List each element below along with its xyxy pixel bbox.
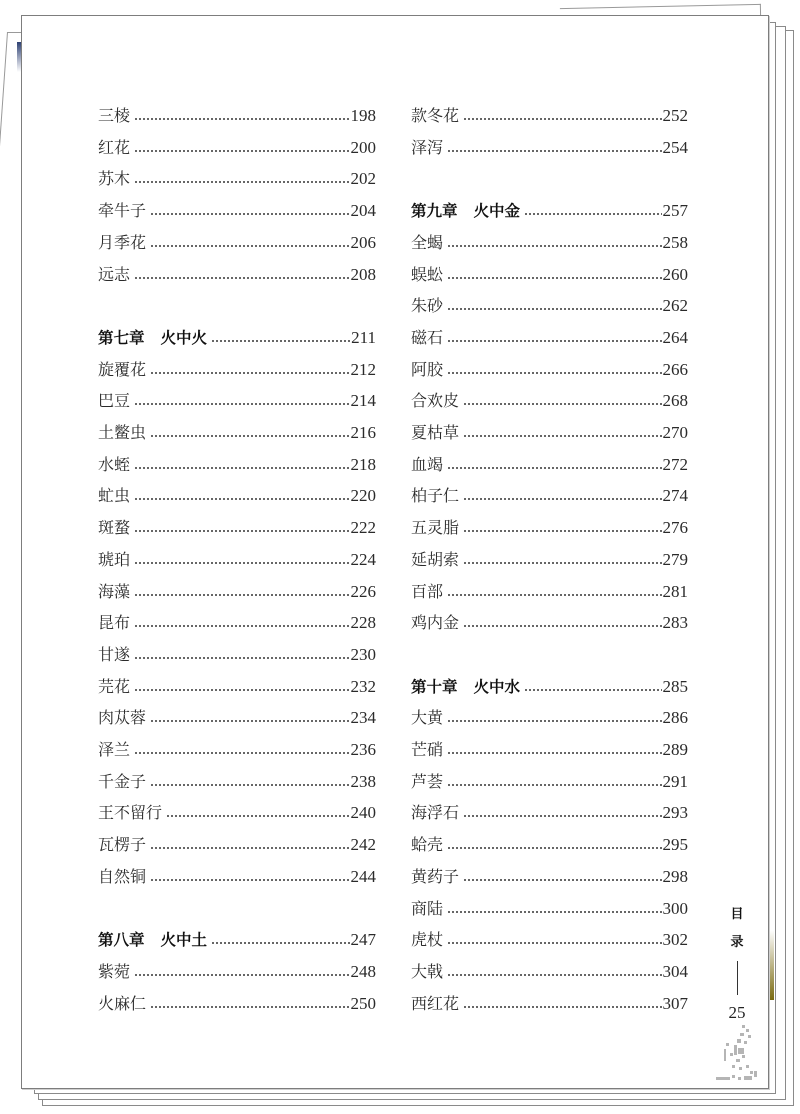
toc-entry[interactable] xyxy=(98,673,376,697)
toc-entry-title: 朱砂 xyxy=(411,296,444,316)
toc-entry-page: 289 xyxy=(662,740,688,759)
toc-entry-title: 蛤壳 xyxy=(411,835,444,855)
toc-entry-page: 222 xyxy=(350,518,376,538)
toc-entry-title: 西红花 xyxy=(411,993,460,1013)
chapter-number: 第九章 xyxy=(411,202,458,221)
toc-entry-title: 芒硝 xyxy=(411,740,444,759)
toc-entry[interactable] xyxy=(98,799,376,823)
toc-entry-title: 虎杖 xyxy=(411,930,444,950)
toc-entry-page: 220 xyxy=(350,486,376,506)
toc-entry-page: 234 xyxy=(350,708,376,728)
toc-entry[interactable] xyxy=(98,165,376,189)
toc-entry-page: 260 xyxy=(662,264,688,284)
toc-entry-page: 279 xyxy=(662,549,688,569)
toc-entry-title: 阿胶 xyxy=(411,359,444,379)
toc-entry[interactable] xyxy=(98,356,376,380)
toc-entry[interactable] xyxy=(411,482,688,506)
toc-entry[interactable] xyxy=(98,261,376,285)
toc-entry-title: 牵牛子 xyxy=(98,201,147,221)
toc-entry[interactable] xyxy=(98,102,376,126)
dot-leader xyxy=(134,150,349,152)
dot-leader xyxy=(134,625,349,627)
toc-entry-title: 柏子仁 xyxy=(411,486,460,506)
toc-entry[interactable] xyxy=(411,831,688,855)
toc-entry-page: 202 xyxy=(350,169,376,189)
dot-leader xyxy=(150,245,349,247)
dot-leader xyxy=(134,118,349,120)
chapter-name: 火中金 xyxy=(473,202,521,221)
dot-leader xyxy=(463,498,661,500)
toc-entry-title: 五灵脂 xyxy=(411,518,460,538)
toc-entry[interactable] xyxy=(98,609,376,633)
toc-entry[interactable] xyxy=(98,863,376,887)
toc-entry-page: 302 xyxy=(662,930,688,950)
toc-entry-page: 236 xyxy=(350,740,376,759)
toc-chapter[interactable] xyxy=(98,926,376,950)
dot-leader xyxy=(134,562,349,564)
dot-leader xyxy=(447,277,661,279)
toc-entry-title: 大戟 xyxy=(411,961,444,981)
toc-page xyxy=(21,15,769,1089)
dot-leader xyxy=(524,689,661,691)
toc-entry-title: 三棱 xyxy=(98,106,131,125)
toc-entry-page: 285 xyxy=(662,676,688,696)
toc-entry-title: 王不留行 xyxy=(98,803,163,823)
dot-leader xyxy=(463,118,661,120)
toc-entry-title: 蜈蚣 xyxy=(411,264,444,284)
dot-leader xyxy=(447,467,661,469)
dot-leader xyxy=(166,815,349,817)
toc-entry-page: 276 xyxy=(662,518,688,538)
toc-entry-title: 火麻仁 xyxy=(98,993,147,1013)
toc-entry[interactable] xyxy=(411,356,688,380)
toc-entry-page: 291 xyxy=(662,771,688,791)
toc-entry[interactable] xyxy=(411,609,688,633)
toc-entry[interactable] xyxy=(98,482,376,506)
toc-entry-page: 252 xyxy=(662,106,688,125)
dot-leader xyxy=(463,1006,661,1008)
toc-entry[interactable] xyxy=(98,990,376,1014)
toc-entry[interactable] xyxy=(98,704,376,728)
toc-entry-page: 293 xyxy=(662,803,688,823)
toc-entry-page: 226 xyxy=(350,581,376,601)
dot-leader xyxy=(134,594,349,596)
chapter-number: 第十章 xyxy=(411,677,458,696)
toc-entry-title: 苏木 xyxy=(98,169,131,189)
toc-entry[interactable] xyxy=(411,451,688,475)
dot-leader xyxy=(134,974,349,976)
toc-entry-page: 270 xyxy=(662,423,688,442)
toc-entry-title: 芦荟 xyxy=(411,771,444,791)
toc-chapter[interactable] xyxy=(411,197,688,221)
side-tab-divider xyxy=(737,961,738,995)
toc-entry-page: 272 xyxy=(662,454,688,474)
toc-entry-title: 斑蝥 xyxy=(98,518,131,538)
toc-entry[interactable] xyxy=(98,736,376,760)
toc-entry-title: 甘遂 xyxy=(98,644,131,664)
toc-entry-page: 286 xyxy=(662,708,688,728)
toc-entry-title: 延胡索 xyxy=(411,549,460,569)
toc-entry-page: 232 xyxy=(350,676,376,696)
side-tab-char-2: 录 xyxy=(730,935,744,950)
toc-entry-page: 298 xyxy=(662,866,688,886)
toc-entry-page: 247 xyxy=(350,930,376,950)
toc-entry[interactable] xyxy=(98,768,376,792)
toc-entry[interactable] xyxy=(411,229,688,253)
toc-entry-title: 鸡内金 xyxy=(411,613,460,633)
dot-leader xyxy=(134,530,349,532)
toc-entry[interactable] xyxy=(98,514,376,538)
dot-leader xyxy=(463,403,661,405)
dot-leader xyxy=(134,689,349,691)
toc-entry[interactable] xyxy=(98,958,376,982)
toc-entry[interactable] xyxy=(98,197,376,221)
toc-entry[interactable] xyxy=(411,578,688,602)
toc-entry-title: 血竭 xyxy=(411,454,444,474)
toc-entry-page: 230 xyxy=(350,644,376,664)
toc-chapter-title xyxy=(411,677,524,697)
toc-entry-page: 283 xyxy=(662,613,688,633)
toc-entry-page: 281 xyxy=(662,581,688,601)
dot-leader xyxy=(463,530,661,532)
toc-entry-title: 海藻 xyxy=(98,581,131,601)
dot-leader xyxy=(463,815,661,817)
toc-entry[interactable] xyxy=(411,704,688,728)
chapter-name: 火中火 xyxy=(160,328,208,347)
toc-entry[interactable] xyxy=(411,895,688,919)
dot-leader xyxy=(150,372,349,374)
toc-entry-title: 巴豆 xyxy=(98,391,131,411)
toc-entry-title: 昆布 xyxy=(98,613,131,633)
dot-leader xyxy=(150,847,349,849)
toc-entry-title: 月季花 xyxy=(98,232,147,252)
toc-entry-title: 旋覆花 xyxy=(98,359,147,379)
toc-entry-title: 商陆 xyxy=(411,898,444,918)
toc-entry-title: 土鳖虫 xyxy=(98,423,147,442)
dot-leader xyxy=(211,340,350,342)
toc-entry-page: 264 xyxy=(662,327,688,347)
toc-entry-page: 214 xyxy=(350,391,376,411)
toc-entry-page: 244 xyxy=(350,866,376,886)
toc-entry-title: 千金子 xyxy=(98,771,147,791)
dot-leader xyxy=(134,498,349,500)
toc-entry-page: 250 xyxy=(350,993,376,1013)
page-number: 25 xyxy=(728,1003,746,1022)
toc-entry-title: 红花 xyxy=(98,137,131,157)
dot-leader xyxy=(447,245,661,247)
toc-chapter[interactable] xyxy=(411,673,688,697)
dot-leader xyxy=(134,181,349,183)
dot-leader xyxy=(463,625,661,627)
dot-leader xyxy=(447,847,661,849)
dot-leader xyxy=(447,308,661,310)
chapter-number: 第八章 xyxy=(98,931,145,950)
toc-entry[interactable] xyxy=(411,768,688,792)
toc-entry[interactable] xyxy=(411,926,688,950)
toc-entry[interactable] xyxy=(98,387,376,411)
toc-entry-page: 212 xyxy=(350,359,376,379)
toc-entry-page: 262 xyxy=(662,296,688,316)
dot-leader xyxy=(447,942,661,944)
toc-entry-page: 254 xyxy=(662,137,688,157)
toc-entry-title: 大黄 xyxy=(411,708,444,728)
toc-entry-page: 198 xyxy=(350,106,376,125)
toc-entry-page: 238 xyxy=(350,771,376,791)
toc-entry-page: 242 xyxy=(350,835,376,855)
toc-entry-page: 206 xyxy=(350,232,376,252)
toc-entry-title: 全蝎 xyxy=(411,232,444,252)
toc-entry-title: 款冬花 xyxy=(411,106,460,125)
toc-entry[interactable] xyxy=(411,546,688,570)
dot-leader xyxy=(447,150,661,152)
toc-entry-title: 百部 xyxy=(411,581,444,601)
toc-entry-title: 海浮石 xyxy=(411,803,460,823)
dot-leader xyxy=(447,720,661,722)
toc-chapter[interactable] xyxy=(98,324,376,348)
toc-entry-page: 240 xyxy=(350,803,376,823)
toc-entry-page: 218 xyxy=(350,454,376,474)
toc-entry[interactable] xyxy=(98,134,376,158)
toc-entry-page: 304 xyxy=(662,961,688,981)
toc-entry[interactable] xyxy=(411,102,688,126)
dot-leader xyxy=(134,277,349,279)
toc-entry[interactable] xyxy=(411,958,688,982)
side-tab-char-1: 目 xyxy=(730,907,744,922)
toc-chapter-title xyxy=(411,201,524,221)
toc-entry-page: 274 xyxy=(662,486,688,506)
dot-leader xyxy=(447,372,661,374)
toc-entry[interactable] xyxy=(98,419,376,443)
dot-leader xyxy=(463,879,661,881)
toc-entry-title: 远志 xyxy=(98,264,131,284)
toc-entry[interactable] xyxy=(411,990,688,1014)
toc-chapter-title xyxy=(98,930,211,950)
toc-entry[interactable] xyxy=(411,736,688,760)
dot-leader xyxy=(150,435,349,437)
toc-entry-page: 204 xyxy=(350,201,376,221)
toc-entry-page: 266 xyxy=(662,359,688,379)
toc-entry-title: 水蛭 xyxy=(98,454,131,474)
toc-entry-title: 黄药子 xyxy=(411,866,460,886)
toc-entry-page: 300 xyxy=(662,898,688,918)
toc-entry-page: 258 xyxy=(662,232,688,252)
toc-entry-title: 紫菀 xyxy=(98,961,131,981)
dot-leader xyxy=(524,213,661,215)
dot-leader xyxy=(447,752,661,754)
toc-entry-title: 自然铜 xyxy=(98,866,147,886)
dot-leader xyxy=(150,720,349,722)
toc-entry-page: 228 xyxy=(350,613,376,633)
toc-entry-page: 307 xyxy=(662,993,688,1013)
dot-leader xyxy=(150,784,349,786)
toc-entry-page: 268 xyxy=(662,391,688,411)
toc-entry[interactable] xyxy=(411,134,688,158)
toc-entry[interactable] xyxy=(98,831,376,855)
toc-entry-title: 肉苁蓉 xyxy=(98,708,147,728)
toc-entry-page: 200 xyxy=(350,137,376,157)
toc-entry[interactable] xyxy=(411,799,688,823)
chapter-number: 第七章 xyxy=(98,328,145,347)
floral-ornament-icon xyxy=(712,1021,760,1091)
dot-leader xyxy=(463,562,661,564)
toc-entry-page: 211 xyxy=(351,327,376,347)
dot-leader xyxy=(211,942,349,944)
toc-entry[interactable] xyxy=(411,419,688,443)
dot-leader xyxy=(447,340,661,342)
chapter-name: 火中水 xyxy=(473,677,521,696)
toc-entry-page: 216 xyxy=(350,423,376,442)
toc-entry-title: 泽泻 xyxy=(411,137,444,157)
dot-leader xyxy=(150,1006,349,1008)
dot-leader xyxy=(150,879,349,881)
toc-entry[interactable] xyxy=(411,387,688,411)
dot-leader xyxy=(134,752,349,754)
toc-entry-page: 248 xyxy=(350,961,376,981)
dot-leader xyxy=(447,974,661,976)
chapter-name: 火中土 xyxy=(160,931,208,950)
toc-entry-title: 磁石 xyxy=(411,327,444,347)
toc-entry-page: 257 xyxy=(662,201,688,221)
toc-entry[interactable] xyxy=(98,229,376,253)
dot-leader xyxy=(447,911,661,913)
toc-entry[interactable] xyxy=(98,641,376,665)
toc-entry[interactable] xyxy=(411,261,688,285)
toc-entry-page: 295 xyxy=(662,835,688,855)
toc-entry[interactable] xyxy=(411,514,688,538)
toc-entry-title: 合欢皮 xyxy=(411,391,460,411)
toc-entry-title: 瓦楞子 xyxy=(98,835,147,855)
dot-leader xyxy=(134,657,349,659)
dot-leader xyxy=(134,403,349,405)
toc-entry-title: 芫花 xyxy=(98,676,131,696)
toc-entry[interactable] xyxy=(98,546,376,570)
toc-entry-title: 琥珀 xyxy=(98,549,131,569)
toc-entry-page: 208 xyxy=(350,264,376,284)
toc-entry[interactable] xyxy=(411,292,688,316)
dot-leader xyxy=(134,467,349,469)
dot-leader xyxy=(150,213,349,215)
side-tab xyxy=(722,901,752,1023)
toc-entry-title: 泽兰 xyxy=(98,740,131,759)
toc-chapter-title xyxy=(98,328,211,348)
dot-leader xyxy=(447,594,661,596)
toc-entry-page: 224 xyxy=(350,549,376,569)
toc-entry-title: 夏枯草 xyxy=(411,423,460,442)
toc-entry[interactable] xyxy=(411,863,688,887)
dot-leader xyxy=(447,784,661,786)
toc-entry[interactable] xyxy=(98,578,376,602)
toc-entry[interactable] xyxy=(411,324,688,348)
toc-entry-title: 虻虫 xyxy=(98,486,131,506)
dot-leader xyxy=(463,435,661,437)
toc-entry[interactable] xyxy=(98,451,376,475)
